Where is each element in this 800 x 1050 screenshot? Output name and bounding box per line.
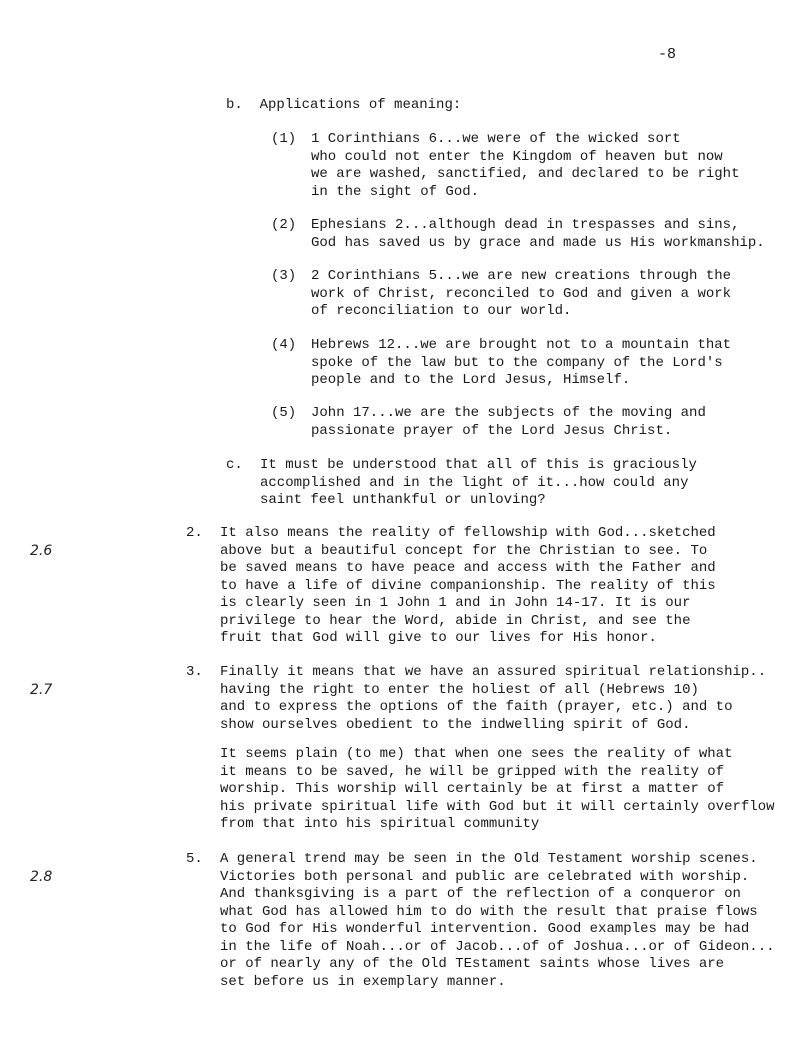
application-number: (4) bbox=[271, 337, 297, 353]
application-text: 1 Corinthians 6...we were of the wicked sort who could not enter the Kingdom of heaven but now we are washed, sanctified, and declared to be right in the sight of God. bbox=[311, 131, 740, 200]
application-text: John 17...we are the subjects of the moving and passionate prayer of the Lord Jesus Christ. bbox=[311, 405, 706, 439]
application-number: (1) bbox=[271, 131, 297, 147]
section-c-text: It must be understood that all of this is graciously accomplished and in the light of it...how could any saint feel unthankful or unloving? bbox=[260, 457, 697, 508]
point-text: Finally it means that we have an assured spiritual relationship.. having the right to enter the holiest of all (Hebrews 10) and to express the options of the faith (prayer, etc.) and to show ourselves obedient to the indwelling spirit of God. bbox=[220, 664, 767, 733]
application-number: (5) bbox=[271, 405, 297, 421]
margin-note: 2.8 bbox=[30, 869, 53, 885]
application-text: Ephesians 2...although dead in trespasses and sins, God has saved us by grace and made us His workmanship. bbox=[311, 217, 765, 251]
application-text: Hebrews 12...we are brought not to a mountain that spoke of the law but to the company of the Lord's people and to the Lord Jesus, Himself. bbox=[311, 337, 732, 388]
point-text: It also means the reality of fellowship with God...sketched above but a beautiful concept for the Christian to see. To be saved means to have peace and access with the Father and to have a life of divine companionship. The reality of this is clearly seen in 1 John 1 and in John 14-17. It is our privilege to hear the Word, abide in Christ, and see the fruit that God will give to our lives for His honor. bbox=[220, 525, 716, 646]
point-text: A general trend may be seen in the Old Testament worship scenes. Victories both personal and public are celebrated with worship. And thanksgiving is a part of the reflection of a conqueror on what God has allowed him to do with the result that praise flows to God for His wonderful intervention. Good examples may be had in the life of Noah...or of Jacob...of of Joshua...or of Gideon... or of nearly any of the Old TEstament saints whose lives are set before us in exemplary manner. bbox=[220, 851, 775, 990]
point-number: 5. bbox=[186, 851, 203, 867]
margin-note: 2.7 bbox=[30, 682, 53, 698]
point-number: 2. bbox=[186, 525, 203, 541]
application-number: (3) bbox=[271, 268, 297, 284]
body-paragraph: It seems plain (to me) that when one sees the reality of what it means to be saved, he will be gripped with the reality of worship. This worship will certainly be at first a matter of his private spiritual life with God but it will certainly overflow from that into his spiritual community bbox=[220, 746, 775, 832]
section-b-label: b. bbox=[226, 97, 243, 113]
point-number: 3. bbox=[186, 664, 203, 680]
page-number: -8 bbox=[658, 46, 677, 63]
section-b-heading bbox=[226, 97, 461, 113]
margin-note: 2.6 bbox=[30, 543, 53, 559]
application-text: 2 Corinthians 5...we are new creations through the work of Christ, reconciled to God and given a work of reconciliation to our world. bbox=[311, 268, 732, 319]
application-number: (2) bbox=[271, 217, 297, 233]
section-b-title: Applications of meaning: bbox=[259, 97, 462, 113]
section-c-label: c. bbox=[226, 457, 243, 473]
